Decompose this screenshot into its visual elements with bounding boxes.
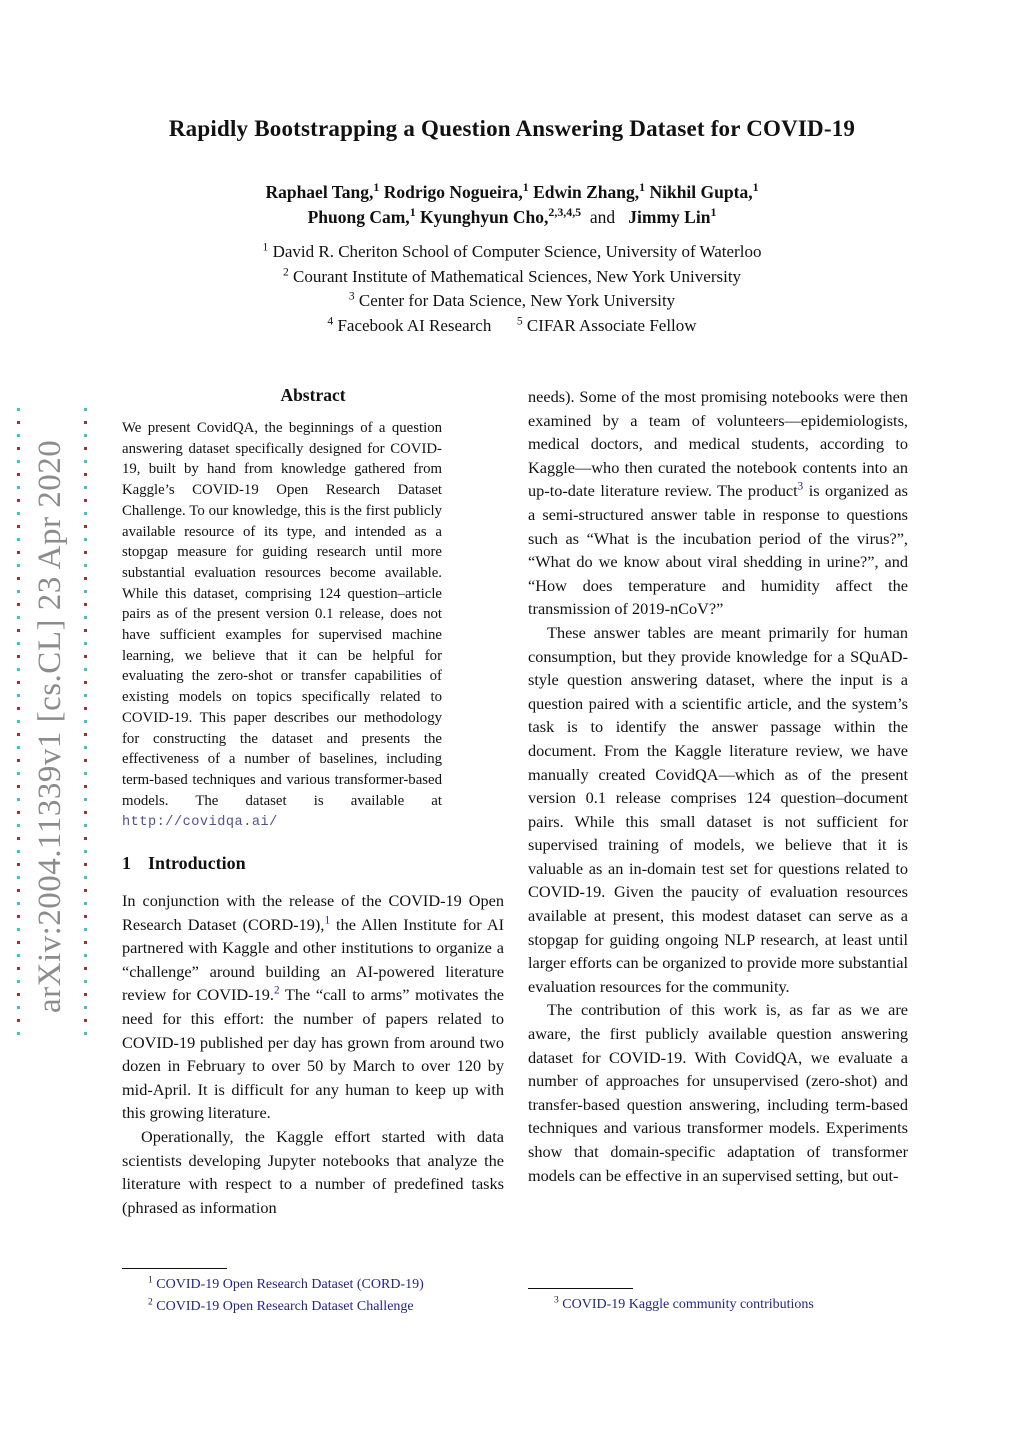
text-run: Jimmy Lin [623, 207, 711, 227]
text-run: 4 [327, 313, 334, 327]
right-paragraph-1 [528, 385, 908, 621]
text-run: The contribution of this work is, as far as we are aware, the first publicly available question answering dataset for COVID-19. With CovidQA, we evaluate a number of approaches for unsupervised (zero-shot) and transfer-based question answering, including term-based techniques and various transformer models. Experiments show that domain-specific adaptation of transformer models can be effective in an supervised setting, but out- [528, 1000, 908, 1185]
affiliation-courant [60, 265, 964, 290]
section-title: Introduction [148, 853, 246, 874]
paper-header [60, 116, 964, 338]
left-column [122, 383, 504, 1271]
author-line-2 [60, 205, 964, 230]
text-run: 5 [516, 313, 523, 327]
footnote-1-link[interactable] [122, 1274, 504, 1296]
abstract-text [122, 418, 442, 834]
text-run: CIFAR Associate Fellow [522, 315, 697, 335]
affiliation-cds-nyu [60, 289, 964, 314]
section-heading-introduction [122, 853, 504, 874]
text-run: Phuong Cam, [307, 207, 410, 227]
text-run: Facebook AI Research [333, 315, 492, 335]
text-run: 1 [752, 180, 759, 195]
footnote-ref-link[interactable]: 3 [797, 480, 804, 493]
text-run: Edwin Zhang, [528, 182, 640, 202]
affiliation-waterloo [60, 240, 964, 265]
text-run: 1 [639, 180, 646, 195]
text-run: the Allen Institute for AI partnered with Kaggle and other institutions to organize a “challenge” around building an AI-powered literature review for COVID-19. [122, 914, 504, 1005]
text-run: is organized as a semi-structured answer table in response to questions such as “What is the incubation period of the virus?”, “What do we know about viral shedding in urine?”, and “How does temperature and humidity affect the transmission of 2019-nCoV?” [528, 481, 908, 619]
text-run: Rodrigo Nogueira, [379, 182, 523, 202]
text-run: These answer tables are meant primarily for human consumption, but they provide knowledge for a SQuAD-style question answering dataset, where the input is a question paired with a scientific article, and the system’s task is to identify the answer passage within the document. From the Kaggle literature review, we have manually created CovidQA—which as of the present version 0.1 release comprises 124 question–document pairs. While this small dataset is not sufficient for supervised training of models, we believe that it is valuable as an in-domain test set for questions related to COVID-19. Given the paucity of evaluation resources available at present, this modest dataset can serve as a stopgap for guiding ongoing NLP research, at least until larger efforts can be organized to provide more substantial evaluation resources for the community. [528, 622, 908, 996]
footnote-ref-link[interactable]: 2 [273, 985, 280, 998]
section-number: 1 [122, 853, 131, 874]
right-paragraph-2 [528, 621, 908, 999]
footnotes-right [528, 1288, 908, 1316]
text-run: We present CovidQA, the beginnings of a question answering dataset specifically designed for COVID-19, built by hand from knowledge gathered from Kaggle’s COVID-19 Open Research Dataset Challenge. To our knowledge, this is the first publicly available resource of its type, and intended as a stopgap measure for guiding research until more substantial evaluation resources become available. While this dataset, comprising 124 question–article pairs as of the present version 0.1 release, does not have sufficient examples for supervised machine learning, we believe that it can be helpful for evaluating the zero-shot or transfer capabilities of existing models on topics specifically related to COVID-19. This paper describes our methodology for constructing the dataset and presents the effectiveness of a number of baselines, including term-based techniques and various transformer-based models. The dataset is available at [122, 420, 442, 809]
abstract-heading: Abstract [280, 385, 346, 405]
footnote-rule [528, 1288, 633, 1289]
right-column [528, 385, 908, 1290]
arxiv-identifier: arXiv:2004.11339v1 [cs.CL] 23 Apr 2020 [32, 439, 68, 1013]
text-run: 1 [148, 1275, 153, 1286]
footnote-2-link[interactable] [122, 1296, 504, 1318]
dataset-url-link[interactable]: http://covidqa.ai/ [122, 815, 278, 831]
text-run: David R. Cheriton School of Computer Science, University of Waterloo [268, 242, 762, 261]
text-run: 1 [373, 180, 380, 195]
text-run: 2 [282, 264, 289, 278]
text-run: 1 [409, 205, 416, 220]
text-run: needs). Some of the most promising notebooks were then examined by a team of volunteers—epidemiologists, medical doctors, and medical students, according to Kaggle—who then curated the notebook contents into an up-to-date literature review. The product [528, 387, 908, 501]
footnote-link-text[interactable]: COVID-19 Open Research Dataset (CORD-19) [152, 1277, 424, 1292]
intro-paragraph-1 [122, 889, 504, 1125]
footnote-rule [122, 1268, 227, 1269]
text-run: Center for Data Science, New York University [354, 291, 676, 310]
text-run: 1 [262, 240, 269, 254]
author-line-1 [60, 180, 964, 205]
text-run: 2 [148, 1296, 153, 1307]
text-run: 3 [554, 1295, 559, 1306]
right-paragraph-3 [528, 998, 908, 1187]
text-run: and [581, 207, 624, 227]
affiliation-fair-cifar [60, 314, 964, 339]
text-run: Nikhil Gupta, [645, 182, 753, 202]
text-run: Courant Institute of Mathematical Sciences, New York University [288, 266, 742, 286]
affiliations [60, 240, 964, 338]
text-run: The “call to arms” motivates the need for this effort: the number of papers related to COVID-19 published per day has grown from around two dozen in February to over 50 by March to over 120 by mid-April. It is difficult for any human to keep up with this growing literature. [122, 985, 504, 1123]
footnote-3-link[interactable] [528, 1294, 908, 1316]
text-run: In conjunction with the release of the COVID-19 Open Research Dataset (CORD-19), [122, 891, 504, 934]
text-run: Raphael Tang, [265, 182, 374, 202]
footnotes-left [122, 1268, 504, 1317]
text-run: Operationally, the Kaggle effort started with data scientists developing Jupyter notebooks that analyze the literature with respect to a number of predefined tasks (phrased as information [122, 1127, 504, 1217]
footnote-ref-link[interactable]: 1 [324, 914, 330, 927]
text-run: Kyunghyun Cho, [415, 207, 549, 227]
text-run: 2,3,4,5 [548, 205, 582, 220]
text-run: 1 [522, 180, 529, 195]
text-run [491, 316, 517, 335]
footnote-link-text[interactable]: COVID-19 Kaggle community contributions [558, 1297, 814, 1312]
text-run: 1 [710, 205, 717, 220]
watermark-dotted-line-left [17, 408, 20, 1044]
text-run: 3 [348, 289, 355, 303]
intro-paragraph-2 [122, 1125, 504, 1219]
watermark-dotted-line-right [84, 408, 87, 1044]
paper-title: Rapidly Bootstrapping a Question Answering Dataset for COVID-19 [168, 116, 856, 141]
footnote-link-text[interactable]: COVID-19 Open Research Dataset Challenge [152, 1298, 414, 1314]
